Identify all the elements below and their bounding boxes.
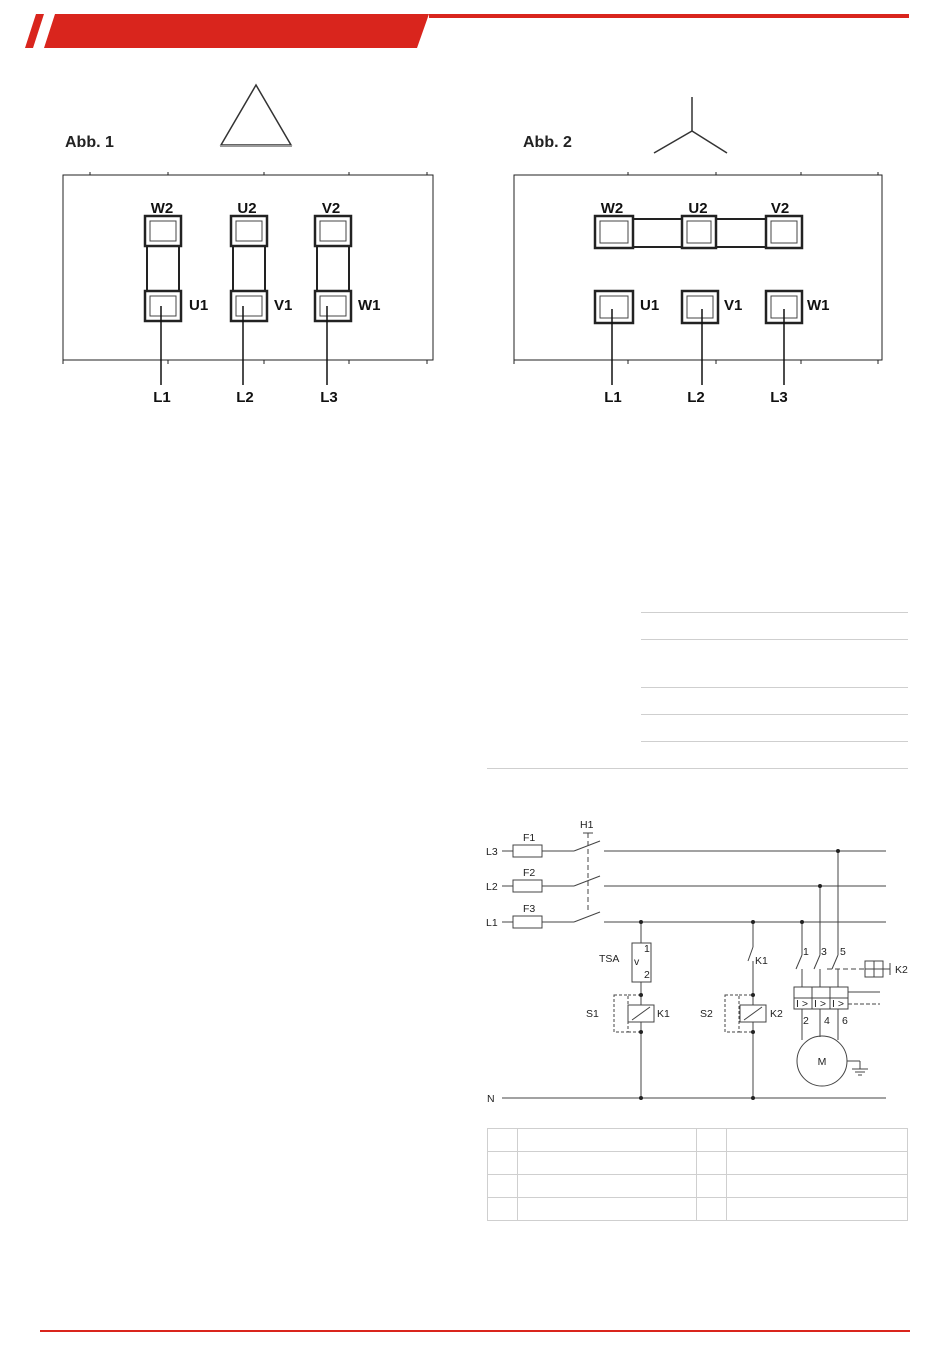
label-l1: L1 — [486, 917, 498, 929]
label-tsa-pin2: 2 — [644, 969, 650, 981]
label-l3: L3 — [486, 846, 498, 858]
table-rule — [641, 639, 908, 640]
header-thin-rule — [429, 14, 909, 18]
label-f2: F2 — [523, 867, 536, 879]
label-contact-2: 2 — [803, 1015, 809, 1027]
label-f1: F1 — [523, 832, 536, 844]
label-v2: V2 — [321, 200, 341, 217]
label-f3: F3 — [523, 903, 536, 915]
label-l2: L2 — [236, 389, 254, 406]
bridge-2 — [233, 246, 265, 291]
label-coil-k2: K2 — [770, 1008, 783, 1020]
label-w1: W1 — [358, 297, 381, 314]
label-contact-4: 4 — [824, 1015, 830, 1027]
label-n: N — [487, 1093, 495, 1105]
star-icon — [654, 97, 727, 153]
fuse-f3 — [513, 916, 542, 928]
table-rule — [641, 687, 908, 688]
table-rule — [641, 741, 908, 742]
figure1-delta-diagram — [55, 75, 450, 415]
wiring-schematic — [480, 815, 910, 1115]
header-stripe-small — [25, 14, 44, 48]
label-contact-1: 1 — [803, 946, 809, 958]
label-contact-5: 5 — [840, 946, 846, 958]
label-l1: L1 — [153, 389, 171, 406]
label-s1: S1 — [586, 1008, 599, 1020]
label-l2: L2 — [486, 881, 498, 893]
footer-rule — [40, 1330, 910, 1332]
table-rule — [641, 612, 908, 613]
figure2-star-diagram — [505, 75, 900, 415]
fuse-f2 — [513, 880, 542, 892]
button-s1 — [614, 995, 628, 1032]
label-u1: U1 — [189, 297, 209, 314]
label-coil-k1: K1 — [657, 1008, 670, 1020]
label-overload-3: I > — [832, 998, 844, 1010]
legend-table — [487, 1128, 908, 1221]
label-v1: V1 — [724, 297, 743, 314]
label-overload-1: I > — [796, 998, 808, 1010]
label-motor: M — [817, 1056, 827, 1068]
label-s2: S2 — [700, 1008, 713, 1020]
table-row — [488, 1198, 908, 1221]
table-row — [488, 1175, 908, 1198]
label-contact-6: 6 — [842, 1015, 848, 1027]
header-bar — [44, 14, 429, 48]
figure1-caption: Abb. 1 — [65, 134, 114, 151]
label-w2: W2 — [600, 200, 624, 217]
label-w2: W2 — [150, 200, 174, 217]
header-band — [25, 14, 909, 48]
table-rule — [641, 714, 908, 715]
label-contactor-k2: K2 — [895, 964, 908, 976]
label-u1: U1 — [640, 297, 660, 314]
label-l3: L3 — [320, 389, 338, 406]
section-rule — [487, 768, 908, 769]
label-h1: H1 — [580, 819, 594, 831]
label-l2: L2 — [687, 389, 705, 406]
label-v2: V2 — [770, 200, 790, 217]
delta-icon — [220, 85, 292, 146]
label-l1: L1 — [604, 389, 622, 406]
label-w1: W1 — [807, 297, 830, 314]
label-v1: V1 — [274, 297, 293, 314]
bridge-1 — [147, 246, 179, 291]
label-overload-2: I > — [814, 998, 826, 1010]
label-contact-3: 3 — [821, 946, 827, 958]
label-u2: U2 — [237, 200, 257, 217]
label-u2: U2 — [688, 200, 708, 217]
label-contact-k1: K1 — [755, 955, 768, 967]
label-l3: L3 — [770, 389, 788, 406]
table-row — [488, 1152, 908, 1175]
label-tsa: TSA — [599, 953, 620, 965]
table-row — [488, 1129, 908, 1152]
figure2-caption: Abb. 2 — [523, 134, 572, 151]
button-s2 — [725, 995, 739, 1032]
fuse-f1 — [513, 845, 542, 857]
label-tsa-pin1: 1 — [644, 943, 650, 955]
label-tsa-symbol: v — [634, 956, 640, 968]
bridge-3 — [317, 246, 349, 291]
